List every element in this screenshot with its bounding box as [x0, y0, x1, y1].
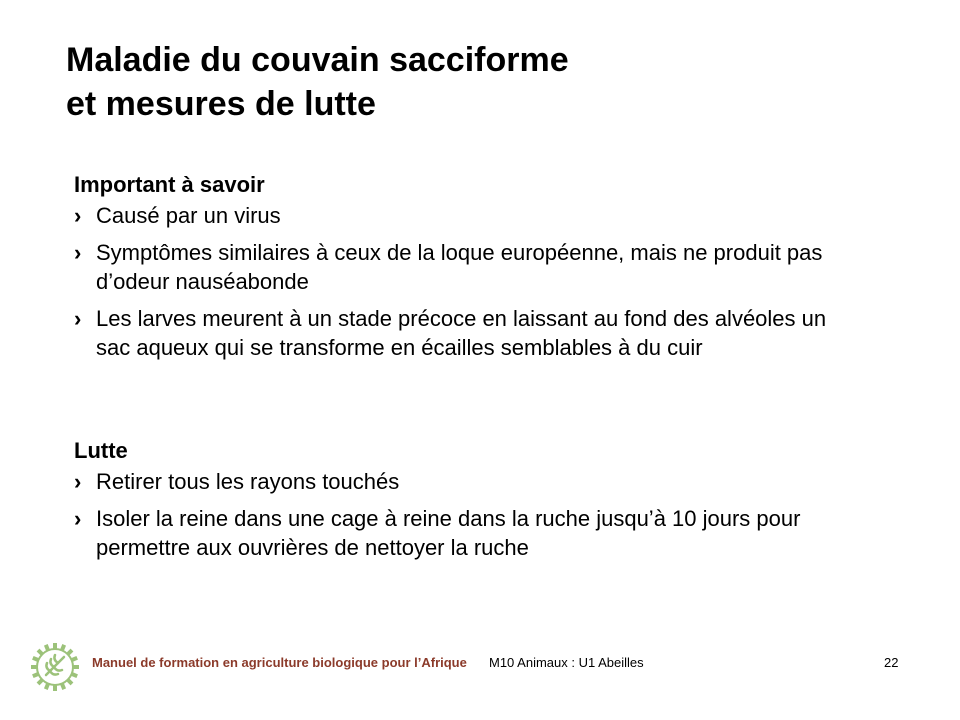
bullet-marker-icon: ›: [74, 506, 82, 531]
bullet-marker-icon: ›: [74, 469, 82, 494]
title-line-1: Maladie du couvain sacciforme: [66, 41, 569, 79]
section-heading: Lutte: [74, 438, 128, 463]
footer-module-label: M10 Animaux : U1 Abeilles: [489, 655, 644, 670]
bullet-item: [74, 201, 834, 230]
bullet-list: [74, 467, 834, 562]
footer: [0, 636, 960, 696]
bullet-text: Causé par un virus: [96, 203, 281, 228]
section-lutte: [74, 437, 834, 570]
bullet-item: [74, 238, 834, 296]
bullet-text: Symptômes similaires à ceux de la loque européenne, mais ne produit pas d’odeur nauséabonde: [96, 240, 823, 294]
footer-manual-title: Manuel de formation en agriculture biologique pour l’Afrique: [92, 655, 467, 670]
bullet-item: [74, 304, 834, 362]
bullet-marker-icon: ›: [74, 306, 82, 331]
section-heading: Important à savoir: [74, 172, 265, 197]
bullet-text: Isoler la reine dans une cage à reine dans la ruche jusqu’à 10 jours pour permettre aux ouvrières de nettoyer la ruche: [96, 506, 801, 560]
bullet-marker-icon: ›: [74, 240, 82, 265]
bullet-list: [74, 201, 834, 362]
title-line-2: et mesures de lutte: [66, 85, 376, 123]
organic-africa-logo-icon: [30, 642, 80, 692]
bullet-text: Retirer tous les rayons touchés: [96, 469, 400, 494]
bullet-text: Les larves meurent à un stade précoce en laissant au fond des alvéoles un sac aqueux qui se transforme en écailles semblables à du cuir: [96, 306, 827, 360]
bullet-item: [74, 467, 834, 496]
bullet-item: [74, 504, 834, 562]
section-important: [74, 171, 834, 370]
page-title: [66, 38, 886, 126]
bullet-marker-icon: ›: [74, 203, 82, 228]
page-number: 22: [884, 655, 899, 670]
